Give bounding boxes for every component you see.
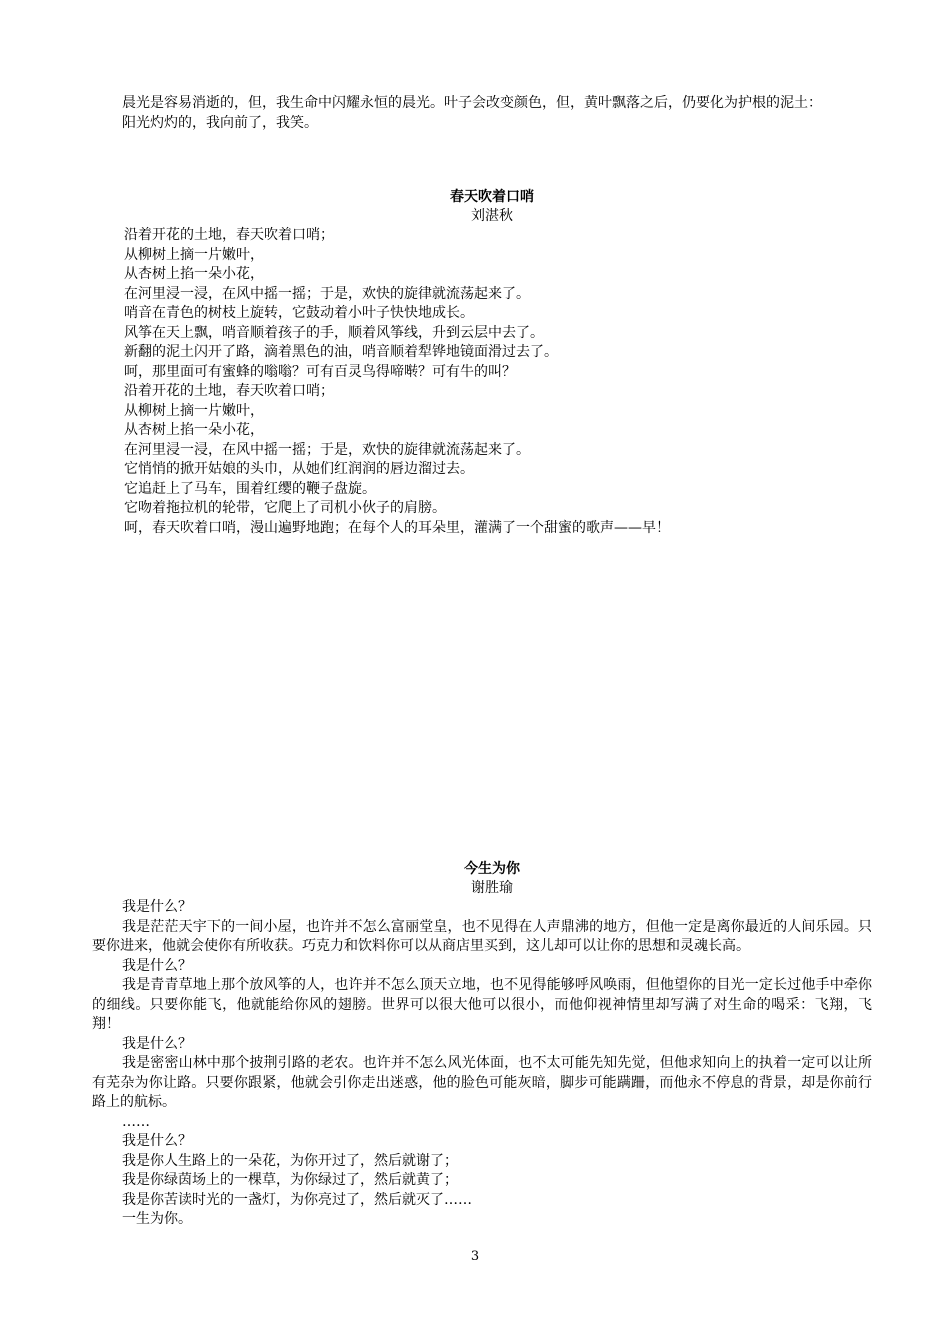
paragraph: 我是你苦读时光的一盏灯，为你亮过了，然后就灭了……: [122, 1191, 472, 1208]
poem-line: 新翻的泥土闪开了路，滴着黑色的油，哨音顺着犁铧地镜面滑过去了。: [124, 344, 558, 360]
paragraph: 我是什么？: [122, 957, 192, 974]
poem-line: 沿着开花的土地，春天吹着口哨；: [124, 227, 334, 243]
poem-line: 哨音在青色的树枝上旋转，它鼓动着小叶子快快地成长。: [124, 305, 474, 321]
poem-line: 呵，那里面可有蜜蜂的嗡嗡？可有百灵鸟得啼啭？可有牛的叫？: [124, 363, 516, 380]
essay-author: 谢胜瑜: [471, 880, 513, 896]
poem-body: [92, 226, 872, 538]
page-number: 3: [470, 1249, 480, 1264]
poem-line: 在河里浸一浸，在风中摇一摇；于是，欢快的旋律就流荡起来了。: [124, 441, 530, 458]
poem-line: 从杏树上掐一朵小花，: [124, 422, 264, 438]
paragraph: 我是你绿茵场上的一棵草，为你绿过了，然后就黄了；: [122, 1172, 458, 1188]
paragraph: 我是什么？: [122, 899, 192, 915]
poem-line: 它悄悄的掀开姑娘的头巾，从她们红润润的唇边溜过去。: [124, 461, 474, 477]
intro-section: [92, 94, 872, 133]
paragraph: 阳光灼灼的，我向前了，我笑。: [122, 114, 318, 131]
poem-line: 它追赶上了马车，围着红缨的鞭子盘旋。: [124, 480, 376, 497]
essay-body: [92, 898, 872, 1230]
poem-title: 春天吹着口哨: [450, 189, 534, 205]
paragraph: 我是茫茫天宇下的一间小屋，也许并不怎么富丽堂皇，也不见得在人声鼎沸的地方，但他一定是离你最近的人间乐园。只要你进来，他就会使你有所收获。巧克力和饮料你可以从商店里买到，这儿却可以让你的思想和灵魂长高。: [92, 918, 872, 954]
poem-line: 风筝在天上飘，哨音顺着孩子的手，顺着风筝线，升到云层中去了。: [124, 324, 544, 341]
poem-line: 从杏树上掐一朵小花，: [124, 266, 264, 282]
paragraph: 我是密密山林中那个披荆引路的老农。也许并不怎么风光体面，也不太可能先知先觉，但他求知向上的执着一定可以让所有芜杂为你让路。只要你跟紧，他就会引你走出迷惑，他的脸色可能灰暗，脚步可能蹒跚，而他永不停息的背景，却是你前行路上的航标。: [92, 1055, 872, 1110]
poem-author: 刘湛秋: [471, 208, 513, 224]
paragraph: 我是青青草地上那个放风筝的人，也许并不怎么顶天立地，也不见得能够呼风唤雨，但他望你的目光一定长过他手中牵你的细线。只要你能飞，他就能给你风的翅膀。世界可以很大他可以很小，而他仰视神情里却写满了对生命的喝采：飞翔，飞翔！: [92, 977, 872, 1032]
paragraph: ……: [122, 1113, 150, 1130]
poem-line: 沿着开花的土地，春天吹着口哨；: [124, 383, 334, 399]
paragraph: 我是什么？: [122, 1133, 192, 1149]
poem-line: 从柳树上摘一片嫩叶，: [124, 402, 264, 419]
poem-line: 从柳树上摘一片嫩叶，: [124, 246, 264, 263]
paragraph: 晨光是容易消逝的，但，我生命中闪耀永恒的晨光。叶子会改变颜色，但，黄叶飘落之后，仍要化为护根的泥土：: [122, 95, 822, 111]
essay-title: 今生为你: [464, 861, 520, 877]
paragraph: 我是什么？: [122, 1035, 192, 1052]
poem-line: 在河里浸一浸，在风中摇一摇；于是，欢快的旋律就流荡起来了。: [124, 285, 530, 302]
poem-line: 它吻着拖拉机的轮带，它爬上了司机小伙子的肩膀。: [124, 500, 446, 516]
paragraph: 一生为你。: [122, 1211, 192, 1227]
poem-line: 呵，春天吹着口哨，漫山遍野地跑；在每个人的耳朵里，灌满了一个甜蜜的歌声——早！: [124, 519, 670, 536]
paragraph: 我是你人生路上的一朵花，为你开过了，然后就谢了；: [122, 1152, 458, 1169]
